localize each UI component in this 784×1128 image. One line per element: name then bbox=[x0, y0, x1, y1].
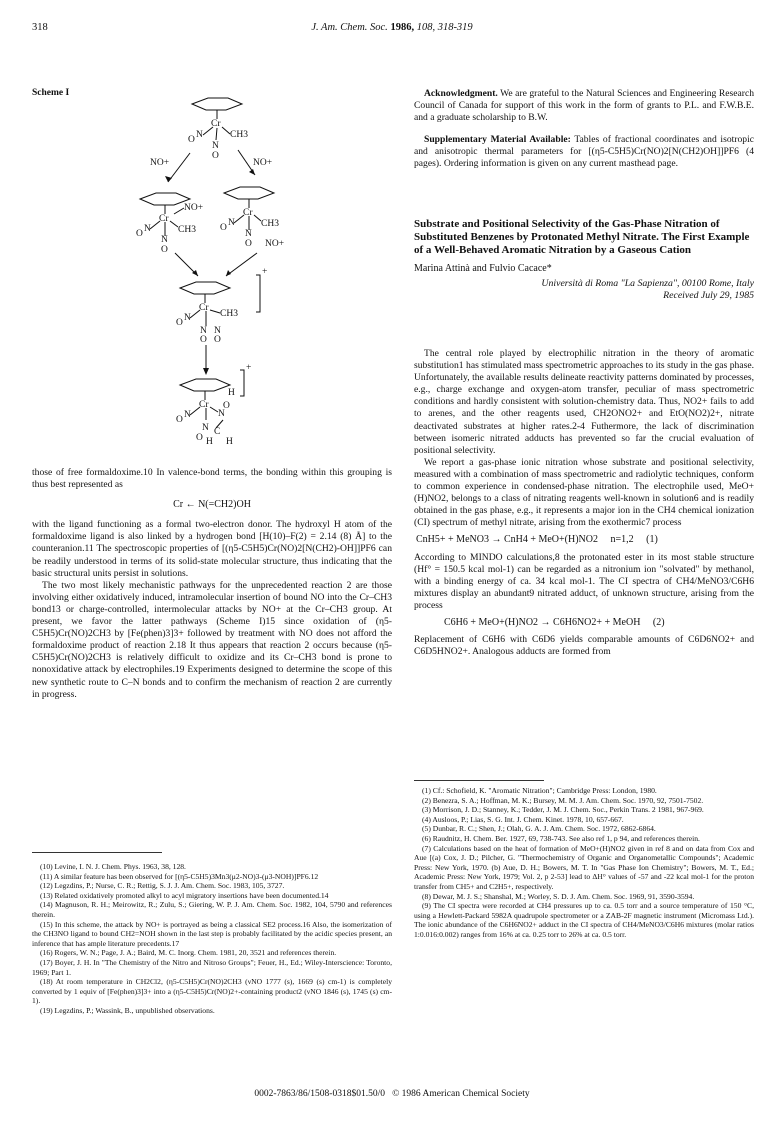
svg-text:O: O bbox=[214, 335, 221, 345]
page-number: 318 bbox=[32, 22, 48, 33]
svg-text:O: O bbox=[196, 433, 203, 443]
right-column-body bbox=[414, 348, 754, 658]
svg-text:N: N bbox=[212, 141, 219, 151]
footnote-rule bbox=[414, 780, 544, 781]
svg-text:N: N bbox=[218, 409, 225, 419]
svg-text:NO+: NO+ bbox=[265, 239, 285, 249]
footnote: (13) Related oxidatively promoted alkyl to acyl migratory insertions have been documented.14 bbox=[40, 890, 329, 900]
cp-ring-icon bbox=[180, 379, 230, 391]
footnote: (14) Magnuson, R. H.; Meirowitz, R.; Zulu, S.; Giering, W. P. J. Am. Chem. Soc. 1982, 104, 5790 and references therein. bbox=[32, 900, 392, 919]
footnote: (19) Legzdins, P.; Wassink, B., unpublished observations. bbox=[40, 1005, 215, 1015]
footnote: (9) The CI spectra were recorded at CH4 pressures up to ca. 0.5 torr and a source temperature of 150 °C, using a Hewlett-Packard 5982A quadrupole spectrometer or a ZAB-2F magnetic instrument (Micromass Ltd.). The ionic abundance of the C6H6NO2+ adduct in the CI spectra of CH4/MeNO3/C6H6 mixtures (molar ratios 1:0.016:0.002) ranges from 16% at ca. 0.25 torr to 26% at ca. 0.5 torr. bbox=[414, 901, 754, 939]
cp-ring-icon bbox=[192, 98, 242, 110]
svg-text:O: O bbox=[176, 415, 183, 425]
equation-1: CnH5+ + MeNO3 → CnH4 + MeO+(H)NO2 n=1,2 (1) bbox=[416, 534, 658, 546]
paragraph: We report a gas-phase ionic nitration whose substrate and positional selectivity, measured with a combination of mass spectrometric and radiolytic techniques, conform to common experience in condensed-phase nitration. The electrophile used, MeO+(H)NO2, belongs to a class of nitrating reagents well-known in solution6 and is readily obtained in the gas phase, e.g., it represents a major ion in the CH4 chemical ionization (CI) spectrum of methyl nitrate, arising from the exothermic7 process bbox=[414, 456, 754, 529]
svg-text:Cr: Cr bbox=[159, 214, 169, 224]
svg-text:N: N bbox=[184, 313, 191, 323]
svg-text:N: N bbox=[161, 235, 168, 245]
svg-text:NO+: NO+ bbox=[150, 158, 170, 168]
svg-text:Cr: Cr bbox=[199, 400, 209, 410]
article-authors: Marina Attinà and Fulvio Cacace* bbox=[414, 263, 552, 274]
svg-text:O: O bbox=[223, 401, 230, 411]
svg-text:CH3: CH3 bbox=[220, 309, 238, 319]
supplementary-material: Supplementary Material Available: Tables of fractional coordinates and isotropic and anisotropic thermal parameters for [(η5-C5H5)Cr(NO)2[N(CH2)OH]]PF6 (4 pages). Ordering information is given on any current masthead page. bbox=[414, 134, 754, 170]
svg-text:+: + bbox=[246, 363, 252, 373]
footnote: (2) Benezra, S. A.; Hoffman, M. K.; Bursey, M. M. J. Am. Chem. Soc. 1970, 92, 7501-7502. bbox=[422, 795, 704, 805]
cp-ring-icon bbox=[140, 193, 190, 205]
paragraph: those of free formaldoxime.10 In valence-bond terms, the bonding within this grouping is thus best represented as bbox=[32, 467, 392, 491]
svg-text:N: N bbox=[184, 410, 191, 420]
cp-ring-icon bbox=[180, 282, 230, 294]
affiliation: Università di Roma "La Sapienza", 00100 Rome, Italy bbox=[541, 278, 754, 289]
footnote: (4) Ausloos, P.; Lias, S. G. Int. J. Chem. Kinet. 1978, 10, 657-667. bbox=[422, 814, 624, 824]
footnote-rule bbox=[32, 852, 162, 853]
svg-text:O: O bbox=[212, 151, 219, 161]
footnote: (5) Dunbar, R. C.; Shen, J.; Olah, G. A. J. Am. Chem. Soc. 1972, 6862-6864. bbox=[422, 824, 656, 834]
paragraph: with the ligand functioning as a formal two-electron donor. The hydroxyl H atom of the formaldoxime ligand is also linked by a hydrogen bond [H(10)–F(2) = 2.14 (8) Å] to the counteranion.11 The spectroscopic properties of [(η5-C5H5)Cr(NO)2[N(CH2)-OH]]PF6 can be readily understood in terms of its solid-state molecular structure, thus indicating that the basic structural units persist in solutions. bbox=[32, 519, 392, 579]
svg-text:O: O bbox=[161, 245, 168, 255]
svg-text:CH3: CH3 bbox=[230, 130, 248, 140]
paragraph: According to MINDO calculations,8 the protonated ester in its most stable structure (Hf° = 150.5 kcal mol-1) can be regarded as a nitronium ion "solvated" by methanol, with a binding energy of ca. 34 kcal mol-1. The CI spectra of CH4/MeNO3/C6H6 mixtures display an abundant9 nitrated adduct, of unknown structure, arising from the process bbox=[414, 551, 754, 611]
svg-text:N: N bbox=[200, 326, 207, 336]
footnote: (17) Boyer, J. H. In "The Chemistry of the Nitro and Nitroso Groups"; Feuer, H., Ed.; Wiley-Interscience: Toronto, 1969; Part 1. bbox=[32, 957, 392, 977]
svg-text:N: N bbox=[245, 229, 252, 239]
svg-text:N: N bbox=[228, 218, 235, 228]
svg-text:O: O bbox=[176, 318, 183, 328]
footnote: (1) Cf.: Schofield, K. "Aromatic Nitration"; Cambridge Press: London, 1980. bbox=[422, 786, 657, 795]
footnote: (18) At room temperature in CH2Cl2, (η5-C5H5)Cr(NO)2CH3 (νNO 1777 (s), 1669 (s) cm-1) is completely converted by 1 equiv of [Fe(phen)3]3+ into a (η5-C5H5)Cr(NO)2+-containing product2 (νNO 1846 (s), 1745 (s) cm-1). bbox=[32, 977, 392, 1006]
bond-formula: Cr ← N(=CH2)OH bbox=[173, 499, 251, 511]
svg-text:H: H bbox=[206, 437, 213, 445]
svg-text:+: + bbox=[262, 267, 268, 277]
running-header bbox=[0, 22, 784, 38]
right-footnotes bbox=[414, 786, 754, 940]
footnote: (6) Raudnitz, H. Chem. Ber. 1927, 69, 738-743. See also ref 1, p 94, and references therein. bbox=[422, 833, 700, 843]
footnote: (15) In this scheme, the attack by NO+ is portrayed as being a classical SE2 process.16 Also, the isomerization of the CH3NO ligand to bound CH2=NOH shown in the last step is probably facilitated by the acidic species present, an inference that has ample literature precedents.17 bbox=[32, 919, 392, 948]
cp-ring-icon bbox=[224, 187, 274, 199]
scheme-i-figure bbox=[120, 90, 320, 445]
svg-text:NO+: NO+ bbox=[253, 158, 273, 168]
svg-text:O: O bbox=[188, 135, 195, 145]
footnote: (7) Calculations based on the heat of formation of MeO+(H)NO2 given in ref 8 and on data from Cox and Aue [(a) Cox, J. D.; Pilcher, G. "Thermochemistry of Organic and Organometallic Compounds"; Academic Press: New York, 1970. (b) Aue, D. H.; Bowers, M. T. In "Gas Phase Ion Chemistry"; Bowers, M. T., Ed.; Academic Press: New York, 1979; Vol. 2, p 2-53] lead to ΔH° values of -57 and -22 kcal mol-1 for the proton transfer from CH5+ and C2H5+, respectively. bbox=[414, 843, 754, 891]
footnote: (12) Legzdins, P.; Nurse, C. R.; Rettig, S. J. J. Am. Chem. Soc. 1983, 105, 3727. bbox=[40, 881, 285, 891]
svg-text:O: O bbox=[200, 335, 207, 345]
svg-text:N: N bbox=[202, 423, 209, 433]
left-footnotes bbox=[32, 862, 392, 1016]
svg-text:H: H bbox=[226, 437, 233, 445]
issn-code: 0002-7863/86/1508-0318$01.50/0 bbox=[254, 1089, 385, 1099]
svg-text:C: C bbox=[214, 427, 221, 437]
paragraph: Replacement of C6H6 with C6D6 yields comparable amounts of C6D6NO2+ and C6D5HNO2+. Analogous adducts are formed from bbox=[414, 634, 754, 658]
svg-text:Cr: Cr bbox=[199, 303, 209, 313]
equation-2: C6H6 + MeO+(H)NO2 → C6H6NO2+ + MeOH (2) bbox=[444, 616, 665, 628]
svg-text:H: H bbox=[228, 388, 235, 398]
svg-text:N: N bbox=[196, 130, 203, 140]
svg-text:O: O bbox=[245, 239, 252, 249]
svg-text:N: N bbox=[144, 224, 151, 234]
svg-text:O: O bbox=[136, 229, 143, 239]
paragraph: The central role played by electrophilic nitration in the theory of aromatic substitution1 has stimulated mass spectrometric approaches to its study in the gas phase. Unfortunately, the available results delineate reactivity patterns dominated by processes, e.g., charge exchange and oxygen-atom transfer, peculiar of mass spectrometric conditions and hardly consistent with solution-chemistry data. Thus, NO2+ fails to add to arenes, and the other reagents used, CH2ONO2+ and EtO(NO2)2+, nitrate deactivated substrates at higher rates.2-4 Futhermore, the lack of discrimination between isomeric nitrated adducts has prevented so far the crucial evaluation of positional selectivity. bbox=[414, 348, 754, 456]
svg-text:NO+: NO+ bbox=[184, 203, 204, 213]
copyright: © 1986 American Chemical Society bbox=[392, 1089, 530, 1099]
footnote: (3) Morrison, J. D.; Stanney, K.; Tedder, J. M. J. Chem. Soc., Perkin Trans. 2 1981, 967-969. bbox=[422, 805, 704, 815]
page-footer bbox=[0, 1089, 784, 1099]
journal-citation: J. Am. Chem. Soc. 1986, 108, 318-319 bbox=[311, 22, 473, 33]
article-title: Substrate and Positional Selectivity of the Gas-Phase Nitration of Substituted Benzenes by Protonated Methyl Nitrate. The First Example of a Well-Behaved Aromatic Nitration by a Gaseous Cation bbox=[414, 218, 750, 256]
svg-text:CH3: CH3 bbox=[178, 225, 196, 235]
svg-text:O: O bbox=[220, 223, 227, 233]
acknowledgment: Acknowledgment. We are grateful to the Natural Sciences and Engineering Research Council of Canada for support of this work in the form of grants to P.L. and F.W.B.E. and a graduate scholarship to B.W. bbox=[414, 88, 754, 124]
right-column-top bbox=[414, 88, 754, 171]
footnote: (16) Rogers, W. N.; Page, J. A.; Baird, M. C. Inorg. Chem. 1981, 20, 3521 and references therein. bbox=[40, 948, 337, 958]
scheme-label: Scheme I bbox=[32, 88, 70, 98]
footnote: (11) A similar feature has been observed for [(η5-C5H5)3Mn3(μ2-NO)3-(μ3-NOH)]PF6.12 bbox=[40, 871, 319, 881]
footnote: (8) Dewar, M. J. S.; Shanshal, M.; Worley, S. D. J. Am. Chem. Soc. 1969, 91, 3590-3594. bbox=[422, 891, 695, 901]
svg-text:N: N bbox=[214, 326, 221, 336]
footnote: (10) Levine, I. N. J. Chem. Phys. 1963, 38, 128. bbox=[40, 862, 186, 871]
paragraph: The two most likely mechanistic pathways for the unprecedented reaction 2 are those involving either oxidatively induced, intramolecular insertion of bound NO into the Cr–CH3 bond13 or charge-controlled, intermolecular attacks by NO+ at the Cr–CH3 group. At present, we favor the latter pathways (Scheme I)15 since oxidation of (η5-C5H5)Cr(NO)2CH3 by [Fe(phen)3]3+ followed by treatment with NO does not afford the formaldoxime product of reaction 2.18 It thus appears that reaction 2 occurs because (η5-C5H5)Cr(NO)2CH3 is relatively difficult to oxidize and its Cr–CH3 bond is prone to nonoxidative attack by electrophiles.19 Experiments designed to determine the scope of this new synthetic route to C–N bonds and to confirm the mechanism of reaction 2 are currently in progress. bbox=[32, 579, 392, 700]
svg-text:Cr: Cr bbox=[211, 119, 221, 129]
article-header bbox=[414, 218, 754, 302]
left-column bbox=[32, 467, 392, 701]
svg-text:Cr: Cr bbox=[243, 208, 253, 218]
svg-text:CH3: CH3 bbox=[261, 219, 279, 229]
received-date: Received July 29, 1985 bbox=[663, 290, 754, 301]
